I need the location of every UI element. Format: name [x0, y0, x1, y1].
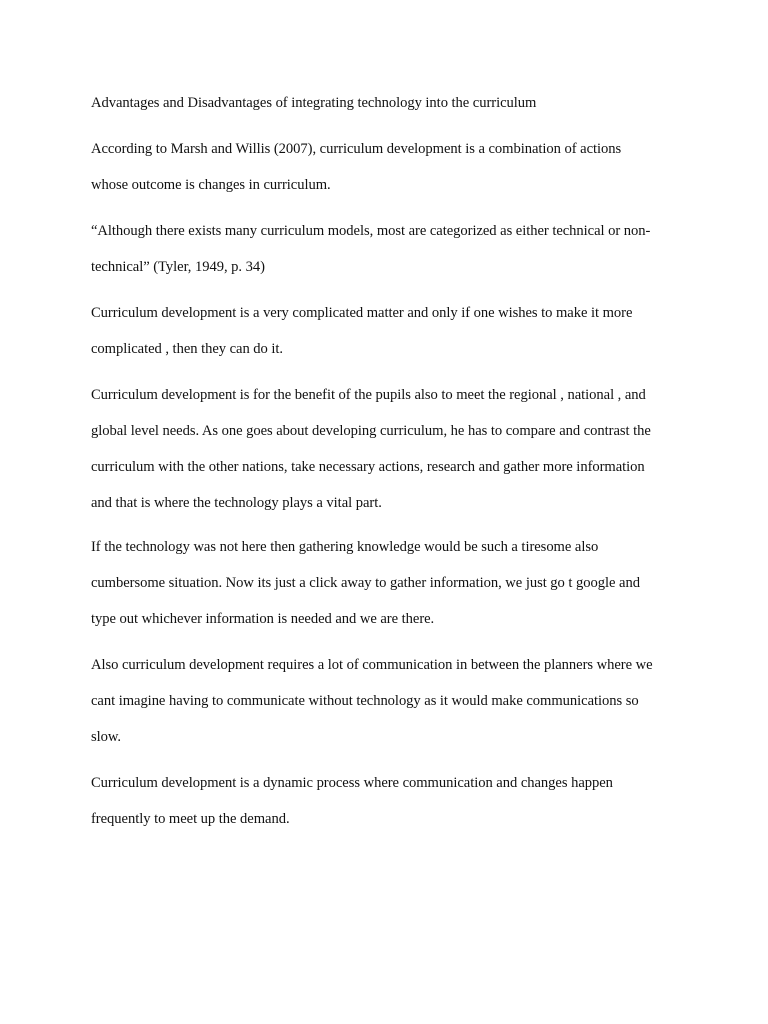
paragraph-line: Also curriculum development requires a lot of communication in between the planners where we	[91, 657, 653, 673]
paragraph-line: Curriculum development is for the benefit of the pupils also to meet the regional , national , and	[91, 387, 646, 403]
paragraph-line: whose outcome is changes in curriculum.	[91, 177, 331, 193]
paragraph-line: According to Marsh and Willis (2007), curriculum development is a combination of actions	[91, 141, 622, 157]
document-title: Advantages and Disadvantages of integrating technology into the curriculum	[91, 95, 537, 111]
paragraph-line: Curriculum development is a dynamic process where communication and changes happen	[91, 775, 613, 791]
paragraph-line: cant imagine having to communicate without technology as it would make communications so	[91, 693, 639, 709]
paragraph-line: and that is where the technology plays a vital part.	[91, 495, 382, 511]
paragraph-line: slow.	[91, 729, 122, 745]
paragraph-line: technical” (Tyler, 1949, p. 34)	[91, 259, 265, 275]
paragraph-line: cumbersome situation. Now its just a click away to gather information, we just go t google and	[91, 575, 640, 591]
paragraph-line: If the technology was not here then gathering knowledge would be such a tiresome also	[91, 539, 599, 555]
paragraph-line: type out whichever information is needed and we are there.	[91, 611, 435, 627]
paragraph-line: frequently to meet up the demand.	[91, 811, 290, 827]
paragraph-line: curriculum with the other nations, take necessary actions, research and gather more information	[91, 459, 645, 475]
paragraph-line: “Although there exists many curriculum models, most are categorized as either technical or non-	[91, 223, 651, 239]
paragraph-line: complicated , then they can do it.	[91, 341, 284, 357]
paragraph-line: Curriculum development is a very complicated matter and only if one wishes to make it more	[91, 305, 633, 321]
paragraph-line: global level needs. As one goes about developing curriculum, he has to compare and contrast the	[91, 423, 651, 439]
